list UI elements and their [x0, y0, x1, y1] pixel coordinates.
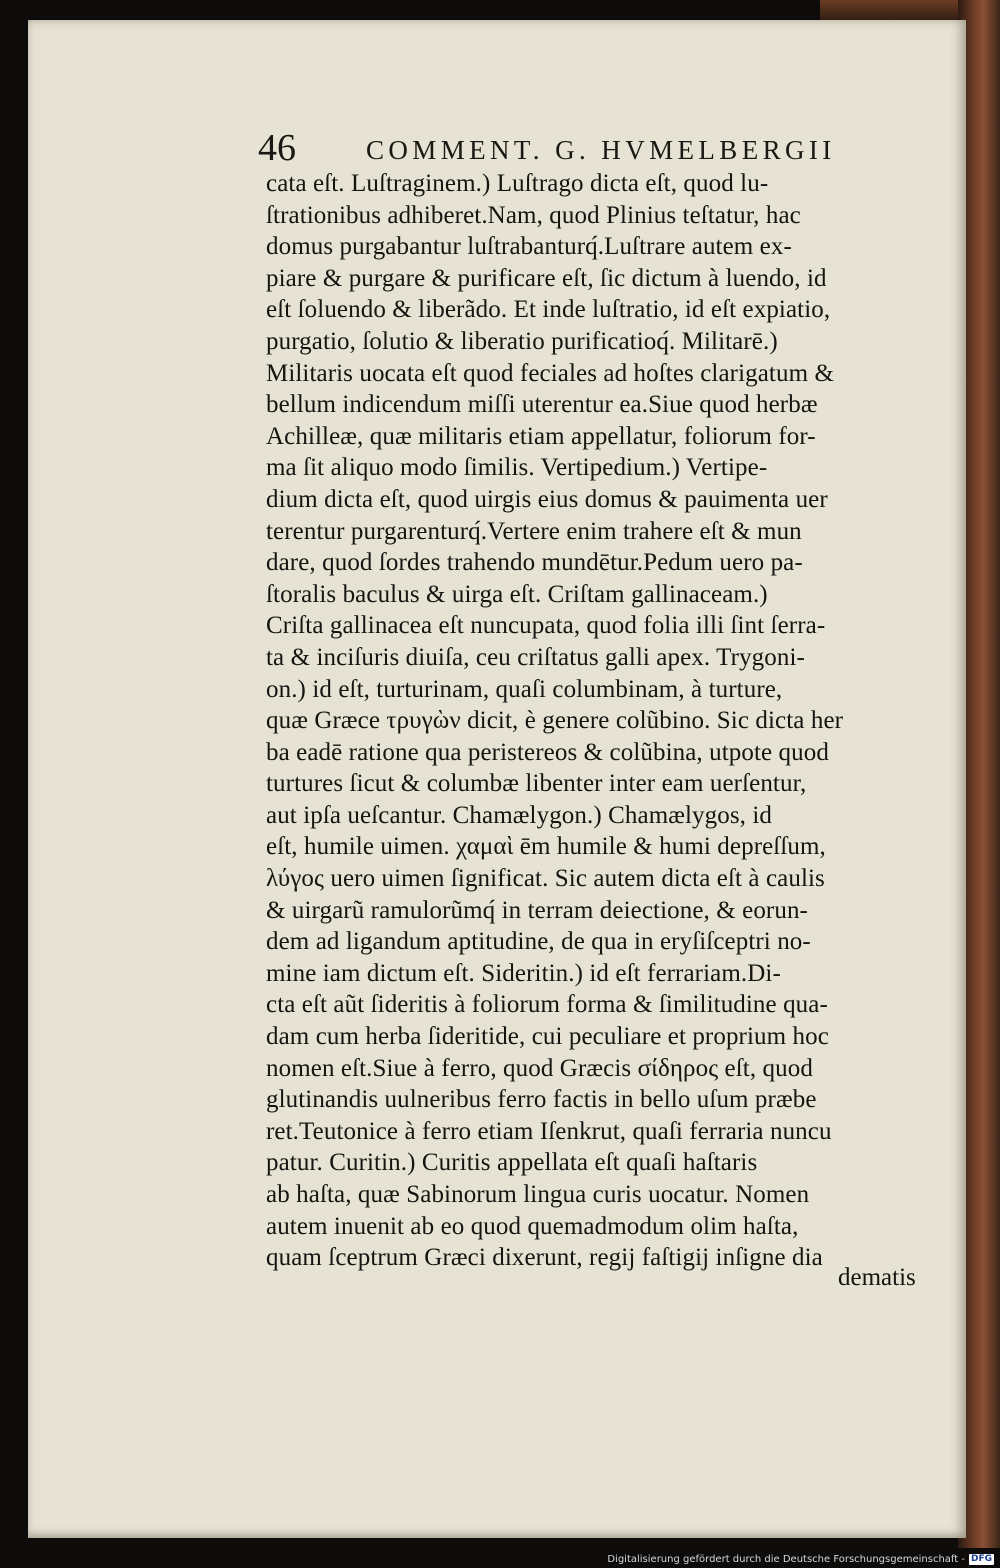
text-line: Achilleæ, quæ militaris etiam appellatur, foliorum for-	[266, 422, 816, 450]
text-line: quæ Græce τρυγὼν dicit, è genere colũbino. Sic dicta her	[266, 707, 844, 735]
text-line: eſt ſoluendo & liberãdo. Et inde luſtratio, id eſt expiatio,	[266, 296, 831, 324]
text-line: nomen eſt.Siue à ferro, quod Græcis σίδηρος eſt, quod	[266, 1054, 813, 1082]
digitization-credit-bar	[600, 1550, 1000, 1568]
text-line: eſt, humile uimen. χαμαὶ ēm humile & humi depreſſum,	[266, 833, 826, 861]
text-line: λύγος uero uimen ſignificat. Sic autem dicta eſt à caulis	[266, 865, 825, 893]
text-line: dium dicta eſt, quod uirgis eius domus & pauimenta uer	[266, 485, 828, 513]
text-line: Criſta gallinacea eſt nuncupata, quod folia illi ſint ſerra-	[266, 612, 826, 640]
text-line: on.) id eſt, turturinam, quaſi columbinam, à turture,	[266, 675, 783, 703]
text-line: patur. Curitin.) Curitis appellata eſt quaſi haſtaris	[266, 1149, 758, 1177]
catchword: dematis	[838, 1264, 916, 1291]
text-line: dare, quod ſordes trahendo mundētur.Pedum uero pa-	[266, 549, 803, 577]
text-line: aut ipſa ueſcantur. Chamælygon.) Chamælygos, id	[266, 801, 773, 829]
text-line: cata eſt. Luſtraginem.) Luſtrago dicta eſt, quod lu-	[266, 170, 769, 197]
running-head	[258, 126, 898, 170]
text-line: ta & inciſuris diuiſa, ceu criſtatus galli apex. Trygoni-	[266, 643, 805, 671]
body-text	[266, 168, 936, 1274]
text-line: dam cum herba ſideritide, cui peculiare et proprium hoc	[266, 1023, 829, 1051]
text-line: ba eadē ratione qua peristereos & colũbina, utpote quod	[266, 738, 829, 766]
text-line: ab haſta, quæ Sabinorum lingua curis uocatur. Nomen	[266, 1181, 810, 1208]
text-line: glutinandis uulneribus ferro factis in bello uſum præbe	[266, 1086, 817, 1114]
text-line: ma ſit aliquo modo ſimilis. Vertipedium.) Vertipe-	[266, 454, 768, 482]
dfg-logo-icon: DFG	[970, 1553, 992, 1564]
text-line: purgatio, ſolutio & liberatio purificatioq́. Militarē.)	[266, 327, 778, 355]
text-line: ſtoralis baculus & uirga eſt. Criſtam gallinaceam.)	[266, 580, 768, 608]
text-line: quam ſceptrum Græci dixerunt, regij faſtigij inſigne dia	[266, 1244, 823, 1272]
text-line: piare & purgare & purificare eſt, ſic dictum à luendo, id	[266, 264, 827, 292]
text-line: bellum indicendum miſſi uterentur ea.Siue quod herbæ	[266, 391, 818, 419]
text-line: turtures ſicut & columbæ libenter inter eam uerſentur,	[266, 770, 807, 798]
text-line: domus purgabantur luſtrabanturq́.Luſtrare autem ex-	[266, 233, 792, 261]
text-line: terentur purgarenturq́.Vertere enim trahere eſt & mun	[266, 517, 802, 545]
page-number: 46	[258, 127, 296, 169]
text-line: autem inuenit ab eo quod quemadmodum olim haſta,	[266, 1212, 799, 1240]
text-line: ret.Teutonice à ferro etiam Iſenkrut, quaſi ferraria nuncu	[266, 1117, 832, 1145]
text-line: mine iam dictum eſt. Sideritin.) id eſt ferrariam.Di-	[266, 959, 781, 987]
text-line: dem ad ligandum aptitudine, de qua in eryſiſceptri no-	[266, 928, 811, 956]
text-line: ſtrationibus adhiberet.Nam, quod Plinius teſtatur, hac	[266, 201, 801, 229]
text-line: Militaris uocata eſt quod feciales ad hoſtes clarigatum &	[266, 359, 835, 387]
digitization-credit: Digitalisierung gefördert durch die Deutsche Forschungsgemeinschaft -	[607, 1553, 965, 1565]
text-line: cta eſt aũt ſideritis à foliorum forma & ſimilitudine qua-	[266, 991, 828, 1019]
running-title: COMMENT. G. HVMELBERGII	[366, 135, 836, 165]
text-line: & uirgarũ ramulorũmq́ in terram deiectione, & eorun-	[266, 896, 808, 924]
